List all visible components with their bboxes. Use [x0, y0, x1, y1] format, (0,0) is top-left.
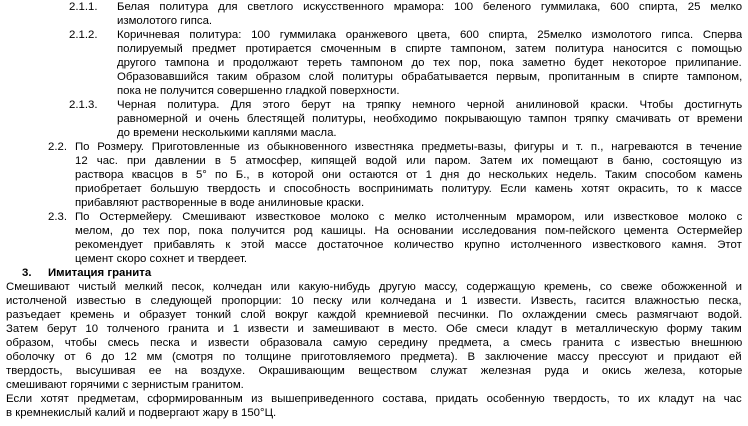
- section-title: Имитация гранита: [48, 267, 152, 279]
- text-line: Смешивают чистый мелкий песок, колчедан или какую-нибудь другую массу, содержащую кремень, со свеже обожженной и: [6, 281, 742, 293]
- text-line: прибавляют растворенные в воде анилиновые краски.: [75, 197, 365, 209]
- item-number: 2.1.1.: [69, 1, 98, 13]
- text-line: Белая политура для светлого искусственного мрамора: 100 беленого гуммилака, 600 спирта, 25 мелко: [117, 1, 742, 13]
- text-line: мелом, до тех пор, пока получится род кашицы. На основании исследования пом-пейского цемента Остермейер: [75, 225, 742, 237]
- text-line: истолченой известью в следующей пропорции: 10 песку или колчедана и 1 извести. Известь, гасится влажностью песка,: [6, 295, 742, 307]
- text-line: до времени несколькими каплями масла.: [117, 127, 337, 139]
- text-line: По Остермейеру. Смешивают известковое молоко с мелко истолченным мрамором, или известковое молоко с: [75, 211, 742, 223]
- text-line: Затем берут 10 толченого гранита и 1 извести и замешивают в место. Обе смеси кладут в металлическую форму таким: [6, 323, 742, 335]
- text-line: Коричневая политура: 100 гуммилака оранжевого цвета, 600 спирта, 25мелко измолотого гипса. Сперва: [117, 29, 742, 41]
- text-line: пока не получится совершенно гладкой поверхности.: [117, 85, 400, 97]
- text-line: приобретает большую твердость и способность воспринимать политуру. Если камень хотят окрасить, то к массе: [75, 183, 742, 195]
- text-line: равномерной и очень блестящей политуры, необходимо покрывающую тампон тряпку смачивать от времени: [117, 113, 742, 125]
- text-line: оболочку от 6 до 12 мм (смотря по толщине приготовляемого предмета). В заключение массу прессуют и придают ей: [6, 351, 742, 363]
- item-number: 2.1.2.: [69, 29, 98, 41]
- text-line: Если хотят предметам, сформированным из вышеприведенного состава, придать особенную твердость, то их кладут на час: [6, 393, 742, 405]
- text-line: смешивают горячими с зернистым гранитом.: [6, 379, 244, 391]
- section-number: 3.: [22, 267, 32, 279]
- text-line: Образовавшийся таким образом слой политуры обрабатывается первым, пропитанным в спирте тампоном,: [117, 71, 742, 83]
- item-number: 2.3.: [48, 211, 67, 223]
- text-line: разъедает кремень и образует тонкий слой вокруг каждой кремниевой песчинки. По охлаждении смесь размягчают водой.: [6, 309, 742, 321]
- item-number: 2.2.: [48, 141, 67, 153]
- text-line: Черная политура. Для этого берут на тряпку немного черной анилиновой краски. Чтобы достигнуть: [117, 99, 742, 111]
- text-line: 12 час. при давлении в 5 атмосфер, кипящей водой или паром. Затем их помещают в баню, состоящую из: [75, 155, 742, 167]
- text-line: в кремнекислый калий и подвергают жару в 150°Ц.: [6, 407, 277, 419]
- text-line: измолотого гипса.: [117, 15, 213, 27]
- text-line: цемент скоро сохнет и твердеет.: [75, 253, 248, 265]
- text-line: рекомендует прибавлять к этой массе достаточное количество крупно истолченного известкового камня. Этот: [75, 239, 742, 251]
- text-line: раствора квасцов в 5° по Б., в которой они остаются от 1 дня до нескольких недель. Таким способом камень: [75, 169, 742, 181]
- text-line: По Розмеру. Приготовленные из обыкновенного известняка предметы-вазы, фигуры и т. п., нагреваются в течение: [75, 141, 742, 153]
- item-number: 2.1.3.: [69, 99, 98, 111]
- text-line: другого тампона и продолжают тереть тампоном до тех пор, пока заметно будет некоторое прилипание.: [117, 57, 742, 69]
- text-line: образом, чтобы смесь песка и извести образовала самую середину предмета, а смесь гранита с известью внешнюю: [6, 337, 742, 349]
- text-line: полируемый предмет протирается смоченным в спирте тампоном, затем политура наносится с помощью: [117, 43, 742, 55]
- text-line: твердость, высушивая ее на воздухе. Окрашивающим веществом служат железная руда и окись железа, которые: [6, 365, 742, 377]
